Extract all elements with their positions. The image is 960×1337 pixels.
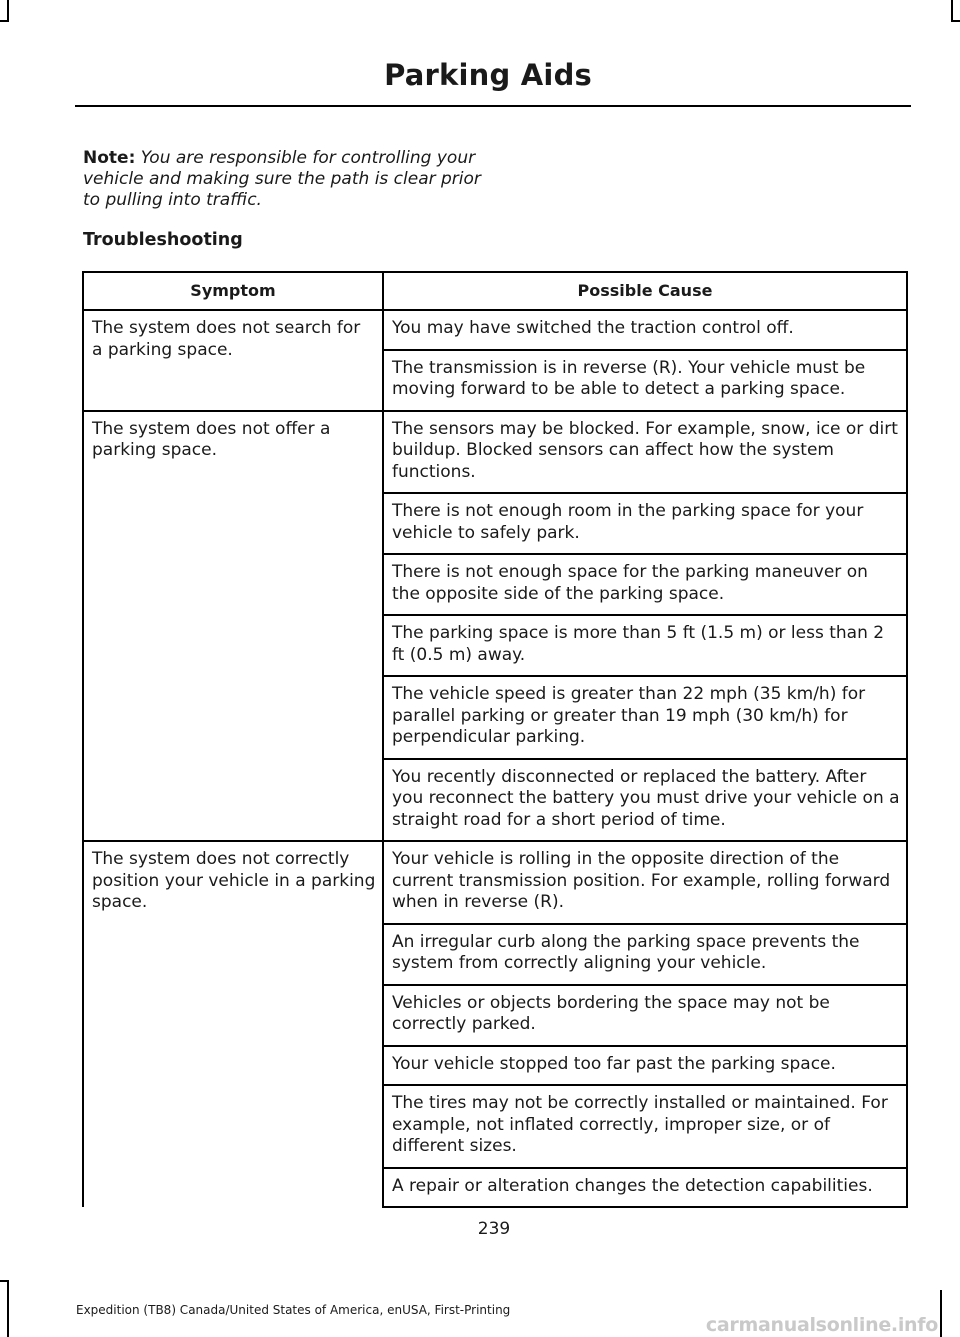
crop-mark-top-right-v bbox=[951, 0, 953, 22]
cause-cell: The tires may not be correctly installed or maintained. For example, not inflated correctly, improper size, or of different sizes. bbox=[383, 1085, 907, 1168]
header-possible-cause: Possible Cause bbox=[383, 272, 907, 310]
cause-cell: You may have switched the traction control off. bbox=[383, 310, 907, 350]
note-text: You are responsible for controlling your vehicle and making sure the path is clear prior to pulling into traffic. bbox=[83, 148, 481, 210]
cause-cell: Vehicles or objects bordering the space may not be correctly parked. bbox=[383, 985, 907, 1046]
header-divider bbox=[75, 105, 911, 107]
symptom-cell: The system does not correctly position your vehicle in a parking space. bbox=[83, 841, 383, 1207]
cause-cell: Your vehicle is rolling in the opposite direction of the current transmission position. For example, rolling forward when in reverse (R). bbox=[383, 841, 907, 924]
cause-cell: The parking space is more than 5 ft (1.5 m) or less than 2 ft (0.5 m) away. bbox=[383, 615, 907, 676]
cause-cell: The sensors may be blocked. For example, snow, ice or dirt buildup. Blocked sensors can affect how the system functions. bbox=[383, 411, 907, 494]
cause-cell: An irregular curb along the parking space prevents the system from correctly aligning your vehicle. bbox=[383, 924, 907, 985]
cause-cell: The vehicle speed is greater than 22 mph (35 km/h) for parallel parking or greater than 19 mph (30 km/h) for perpendicular parking. bbox=[383, 676, 907, 759]
cause-cell: The transmission is in reverse (R). Your vehicle must be moving forward to be able to detect a parking space. bbox=[383, 350, 907, 411]
table-row bbox=[83, 841, 907, 924]
table-row bbox=[83, 310, 907, 350]
table-header-row bbox=[83, 272, 907, 310]
crop-mark-bottom-left-v bbox=[7, 1280, 9, 1337]
note-paragraph bbox=[83, 148, 483, 211]
footer-edition: Expedition (TB8) Canada/United States of America, enUSA, First-Printing bbox=[76, 1303, 511, 1317]
cause-cell: A repair or alteration changes the detection capabilities. bbox=[383, 1168, 907, 1208]
cause-cell: You recently disconnected or replaced the battery. After you reconnect the battery you must drive your vehicle on a straight road for a short period of time. bbox=[383, 759, 907, 842]
cause-cell: There is not enough room in the parking space for your vehicle to safely park. bbox=[383, 493, 907, 554]
crop-mark-top-left-v bbox=[7, 0, 9, 22]
cause-cell: There is not enough space for the parking maneuver on the opposite side of the parking space. bbox=[383, 554, 907, 615]
crop-mark-bottom-left-h bbox=[0, 1280, 9, 1282]
watermark: carmanualsonline.info bbox=[705, 1314, 938, 1336]
table-row bbox=[83, 411, 907, 494]
symptom-cell: The system does not search for a parking space. bbox=[83, 310, 383, 411]
section-heading: Troubleshooting bbox=[83, 230, 243, 250]
page-title: Parking Aids bbox=[384, 58, 592, 92]
crop-mark-top-right-h bbox=[951, 20, 960, 22]
cause-cell: Your vehicle stopped too far past the parking space. bbox=[383, 1046, 907, 1086]
crop-mark-top-left-h bbox=[0, 20, 9, 22]
crop-mark-bottom-right-v bbox=[940, 1290, 942, 1337]
page-number: 239 bbox=[477, 1219, 511, 1239]
header-symptom: Symptom bbox=[83, 272, 383, 310]
note-label: Note: bbox=[83, 148, 136, 168]
symptom-cell: The system does not offer a parking space. bbox=[83, 411, 383, 842]
troubleshooting-table bbox=[82, 271, 908, 1208]
